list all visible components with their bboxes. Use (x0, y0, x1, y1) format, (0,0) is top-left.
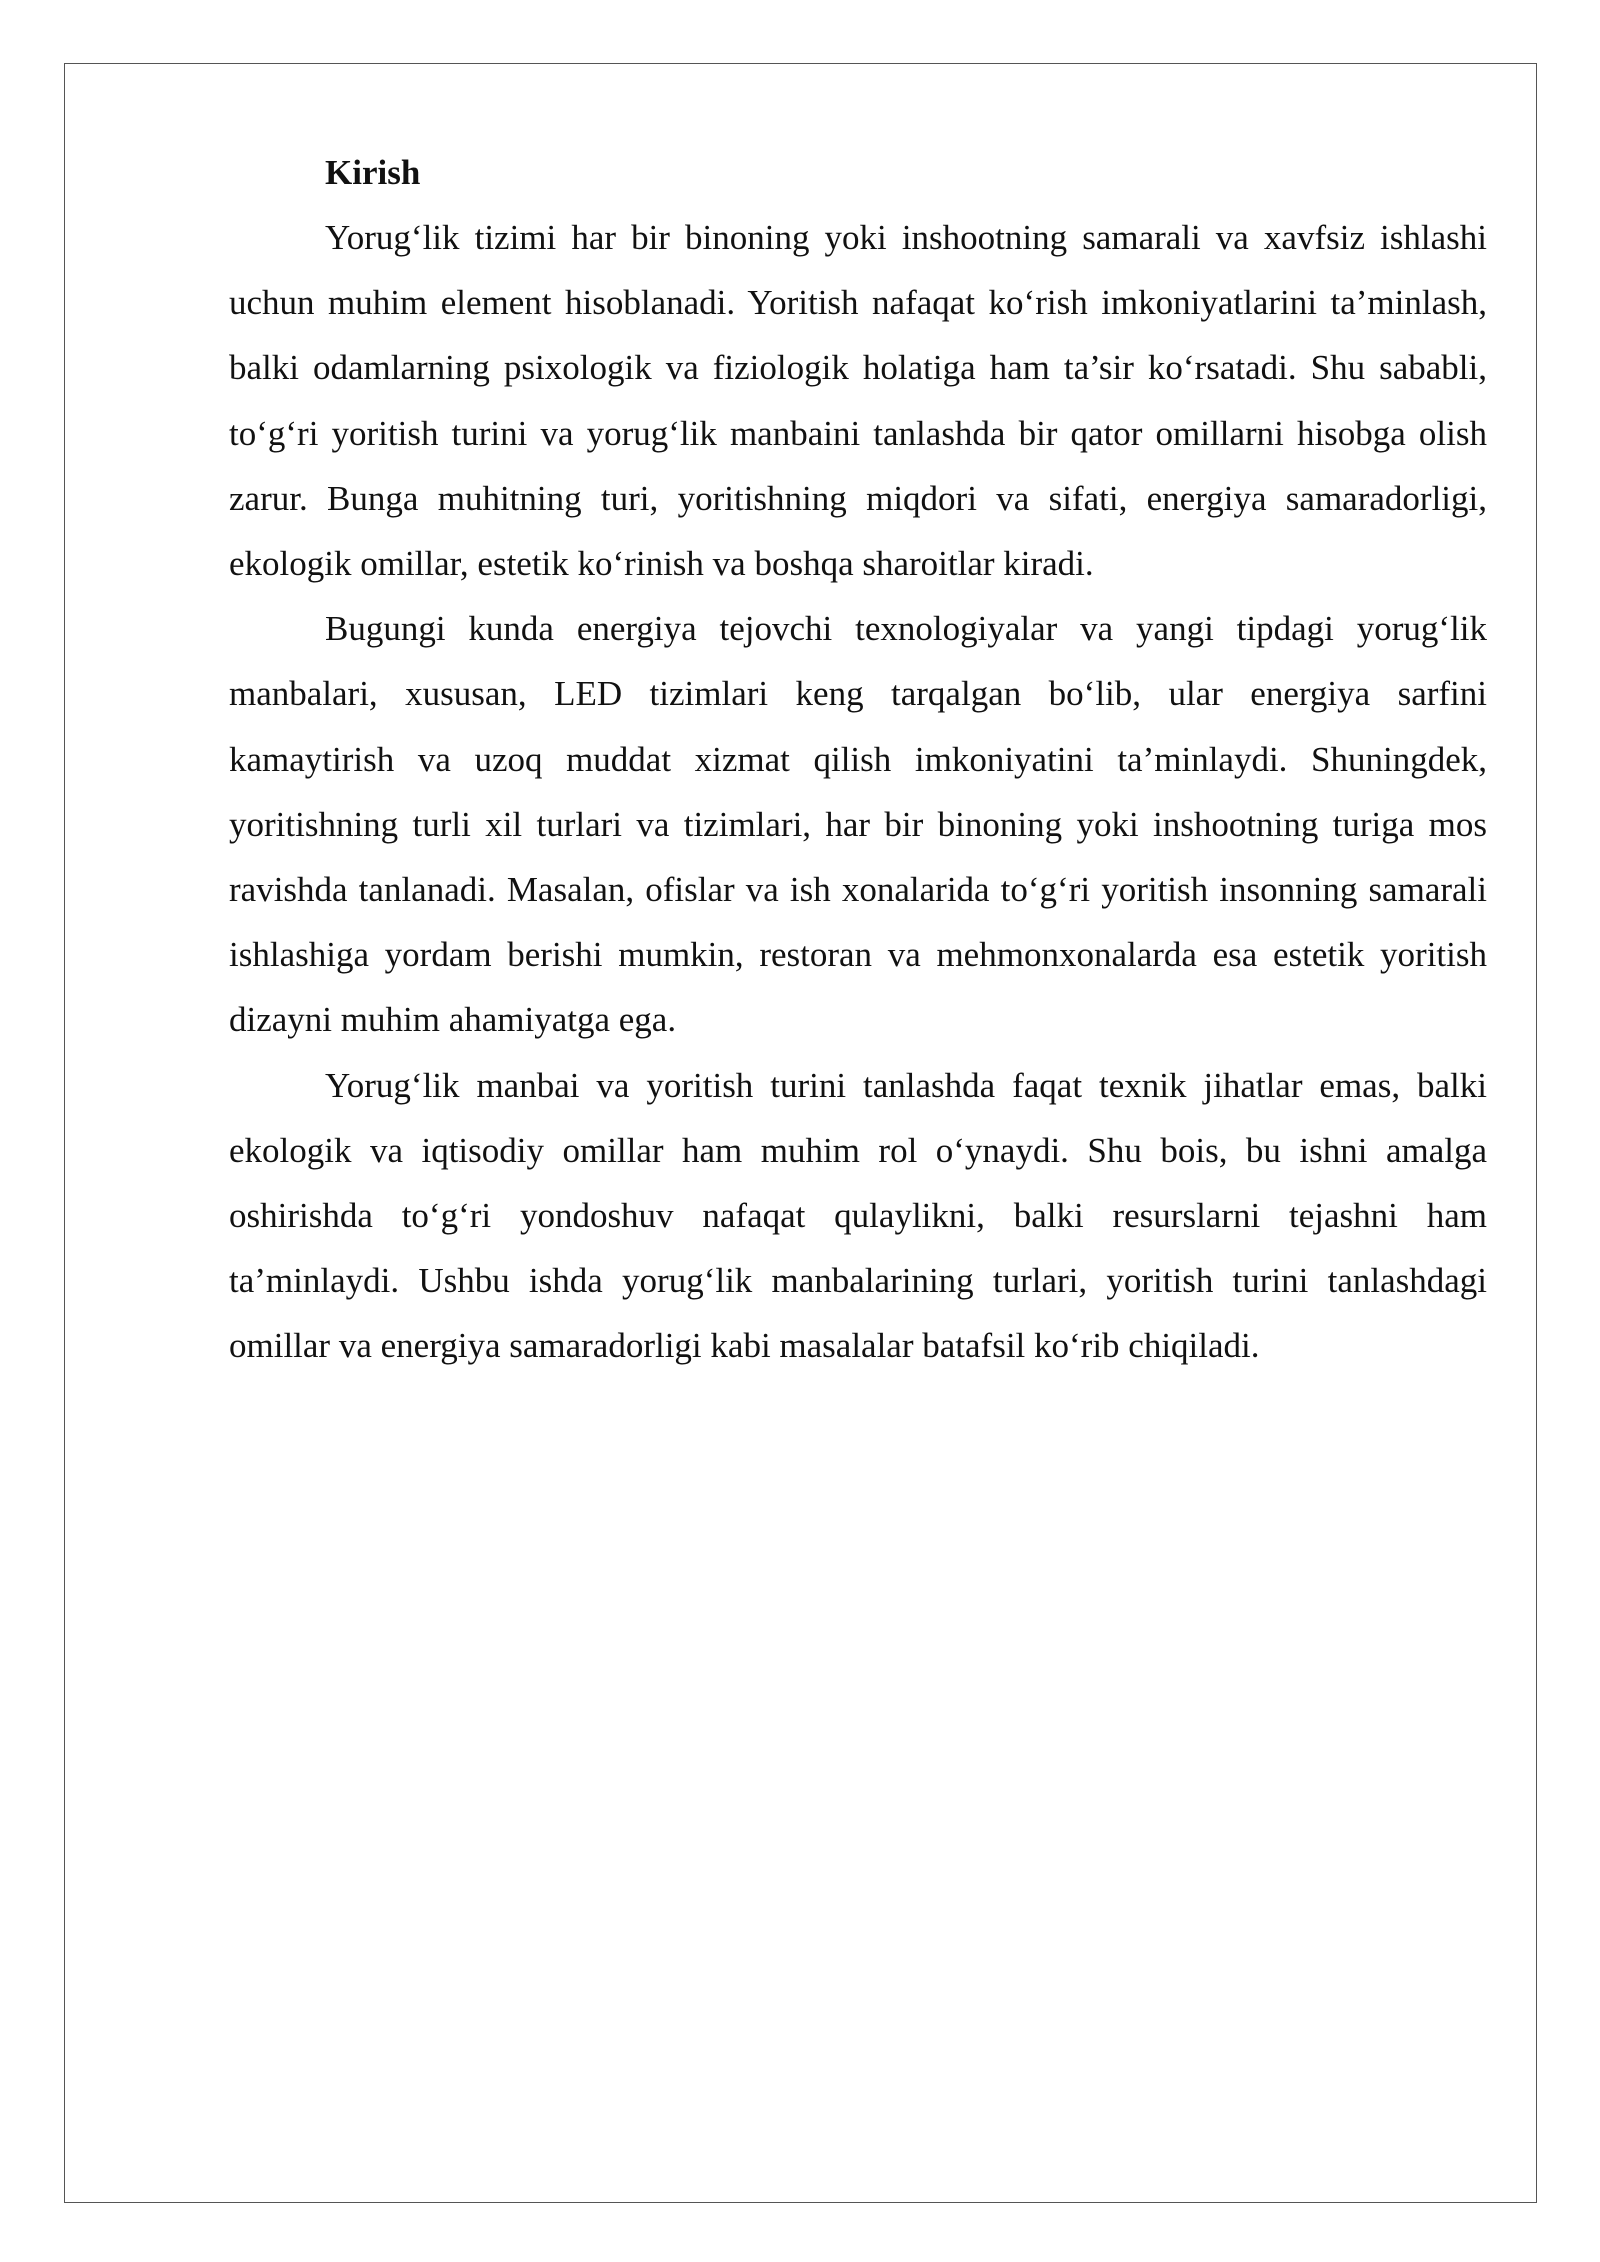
document-body (229, 140, 1487, 1379)
paragraph-2: Bugungi kunda energiya tejovchi texnologiyalar va yangi tipdagi yorug‘lik manbalari, xususan, LED tizimlari keng tarqalgan bo‘lib, ular energiya sarfini kamaytirish va uzoq muddat xizmat qilish imkoniyatini ta’minlaydi. Shuningdek, yoritishning turli xil turlari va tizimlari, har bir binoning yoki inshootning turiga mos ravishda tanlanadi. Masalan, ofislar va ish xonalarida to‘g‘ri yoritish insonning samarali ishlashiga yordam berishi mumkin, restoran va mehmonxonalarda esa estetik yoritish dizayni muhim ahamiyatga ega. (229, 609, 1487, 1040)
section-heading: Kirish (325, 153, 421, 192)
paragraph-3: Yorug‘lik manbai va yoritish turini tanlashda faqat texnik jihatlar emas, balki ekologik va iqtisodiy omillar ham muhim rol o‘ynaydi. Shu bois, bu ishni amalga oshirishda to‘g‘ri yondoshuv nafaqat qulaylikni, balki resurslarni tejashni ham ta’minlaydi. Ushbu ishda yorug‘lik manbalarining turlari, yoritish turini tanlashdagi omillar va energiya samaradorligi kabi masalalar batafsil ko‘rib chiqiladi. (229, 1065, 1487, 1366)
paragraph-1: Yorug‘lik tizimi har bir binoning yoki inshootning samarali va xavfsiz ishlashi uchun muhim element hisoblanadi. Yoritish nafaqat ko‘rish imkoniyatlarini ta’minlash, balki odamlarning psixologik va fiziologik holatiga ham ta’sir ko‘rsatadi. Shu sababli, to‘g‘ri yoritish turini va yorug‘lik manbaini tanlashda bir qator omillarni hisobga olish zarur. Bunga muhitning turi, yoritishning miqdori va sifati, energiya samaradorligi, ekologik omillar, estetik ko‘rinish va boshqa sharoitlar kiradi. (229, 218, 1487, 584)
